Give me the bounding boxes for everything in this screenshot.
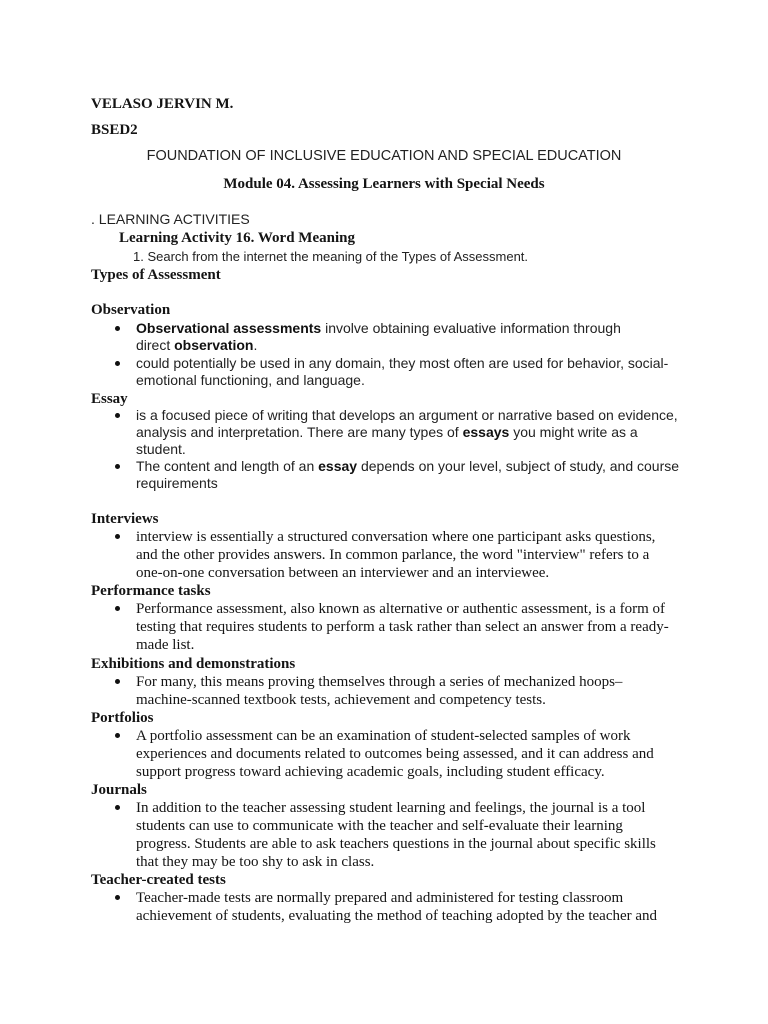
bullet-icon: [115, 733, 120, 738]
essay-bullet-1-line-1: is a focused piece of writing that develops an argument or narrative based on evidence,: [136, 407, 678, 423]
teacher-tests-line-2: achievement of students, evaluating the method of teaching adopted by the teacher and: [136, 908, 658, 924]
journals-line-3: progress. Students are able to ask teachers questions in the journal about specific skills: [136, 836, 656, 852]
bold-term: observation: [174, 337, 254, 353]
portfolios-line-1: A portfolio assessment can be an examination of student-selected samples of work: [136, 728, 631, 744]
observation-bullet-2-line-1: could potentially be used in any domain, they most often are used for behavior, social-: [136, 355, 669, 371]
course-title: FOUNDATION OF INCLUSIVE EDUCATION AND SPECIAL EDUCATION: [146, 148, 622, 164]
performance-line-3: made list.: [136, 637, 195, 653]
essay-bullet-2-line-1: [136, 458, 679, 475]
bullet-icon: [115, 679, 120, 684]
student-name: VELASO JERVIN M.: [91, 96, 234, 112]
essay-bullet-2-line-2: requirements: [136, 475, 218, 491]
performance-heading: Performance tasks: [91, 583, 211, 599]
text-span: direct: [136, 337, 175, 353]
interviews-line-2: and the other provides answers. In common parlance, the word "interview" refers to a: [136, 547, 650, 563]
essay-heading: Essay: [91, 391, 128, 407]
bullet-icon: [115, 895, 120, 900]
observation-bullet-1-line-2: [136, 337, 257, 354]
types-heading: Types of Assessment: [91, 267, 221, 283]
text-span: you might write as a: [509, 424, 638, 440]
interviews-line-3: one-on-one conversation between an interviewer and an interviewee.: [136, 565, 550, 581]
text-span: depends on your level, subject of study, and course: [357, 458, 680, 474]
activity-title: Learning Activity 16. Word Meaning: [119, 230, 355, 246]
essay-bullet-1-line-2: [136, 424, 638, 441]
bullet-icon: [115, 534, 120, 539]
bold-term: essays: [462, 424, 510, 440]
observation-bullet-1-line-1: [136, 320, 621, 337]
journals-line-2: students can use to communicate with the teacher and self-evaluate their learning: [136, 818, 623, 834]
exhibitions-heading: Exhibitions and demonstrations: [91, 656, 296, 672]
bullet-icon: [115, 464, 120, 469]
performance-line-2: testing that requires students to perform a task rather than select an answer from a ready-: [136, 619, 669, 635]
student-section: BSED2: [91, 122, 138, 138]
exhibitions-line-2: machine-scanned textbook tests, achievement and competency tests.: [136, 692, 546, 708]
exhibitions-line-1: For many, this means proving themselves through a series of mechanized hoops–: [136, 674, 623, 690]
teacher-tests-line-1: Teacher-made tests are normally prepared and administered for testing classroom: [136, 890, 624, 906]
observation-heading: Observation: [91, 302, 171, 318]
teacher-tests-heading: Teacher-created tests: [91, 872, 226, 888]
interviews-heading: Interviews: [91, 511, 159, 527]
bold-term: Observational assessments: [136, 320, 322, 336]
bullet-icon: [115, 606, 120, 611]
portfolios-heading: Portfolios: [91, 710, 154, 726]
bold-term: essay: [318, 458, 358, 474]
activities-heading: . LEARNING ACTIVITIES: [91, 211, 250, 227]
journals-line-1: In addition to the teacher assessing student learning and feelings, the journal is a tool: [136, 800, 646, 816]
activity-instruction: 1. Search from the internet the meaning of the Types of Assessment.: [133, 249, 529, 264]
portfolios-line-3: support progress toward achieving academic goals, including student efficacy.: [136, 764, 605, 780]
journals-line-4: that they may be too shy to ask in class.: [136, 854, 375, 870]
text-span: The content and length of an: [136, 458, 319, 474]
journals-heading: Journals: [91, 782, 147, 798]
observation-bullet-2-line-2: emotional functioning, and language.: [136, 372, 365, 388]
text-span: involve obtaining evaluative information through: [321, 320, 621, 336]
interviews-line-1: interview is essentially a structured conversation where one participant asks questions,: [136, 529, 656, 545]
text-span: analysis and interpretation. There are many types of: [136, 424, 463, 440]
bullet-icon: [115, 805, 120, 810]
bullet-icon: [115, 326, 120, 331]
bullet-icon: [115, 413, 120, 418]
module-title: Module 04. Assessing Learners with Special Needs: [223, 176, 545, 192]
portfolios-line-2: experiences and documents related to outcomes being assessed, and it can address and: [136, 746, 654, 762]
text-span: .: [253, 337, 258, 353]
performance-line-1: Performance assessment, also known as alternative or authentic assessment, is a form of: [136, 601, 666, 617]
essay-bullet-1-line-3: student.: [136, 441, 186, 457]
bullet-icon: [115, 361, 120, 366]
